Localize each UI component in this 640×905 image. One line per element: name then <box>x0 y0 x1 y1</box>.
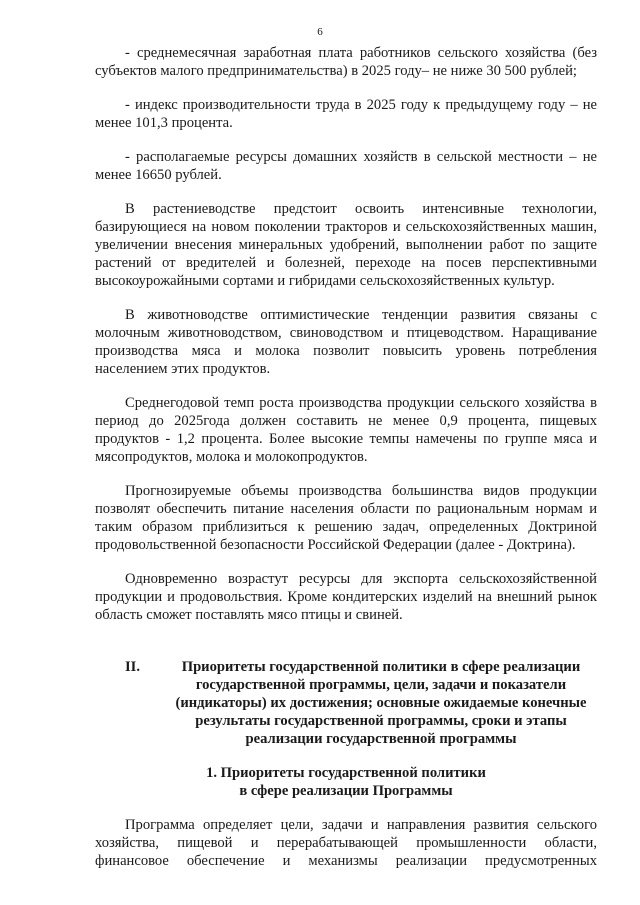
paragraph-productivity: - индекс производительности труда в 2025 году к предыдущему году – не менее 101,3 процента. <box>95 97 597 131</box>
paragraph-export: Одновременно возрастут ресурсы для экспорта сельскохозяйственной продукции и продовольствия. Кроме кондитерских изделий на внешний рынок область сможет поставлять мясо птицы и свиней. <box>95 571 597 623</box>
subsection-title-line-1: 1. Приоритеты государственной политики <box>206 765 486 781</box>
paragraph-growth-rate: Среднегодовой темп роста производства продукции сельского хозяйства в период до 2025года должен составить не менее 0,9 процента, пищевых продуктов - 1,2 процента. Более высокие темпы намечены по группе мяса и мясопродуктов, молока и молокопродуктов. <box>95 395 597 465</box>
section-number: II. <box>125 659 141 675</box>
paragraph-food-security: Прогнозируемые объемы производства большинства видов продукции позволят обеспечить питание населения области по рациональным нормам и таким образом приблизиться к решению задач, определенных Доктриной продовольственной безопасности Российской Федерации (далее - Доктрина). <box>95 483 597 553</box>
page-number: 6 <box>317 26 323 38</box>
subsection-title-line-2: в сфере реализации Программы <box>239 783 453 799</box>
document-body <box>95 44 597 870</box>
section-heading <box>95 658 597 748</box>
paragraph-program-goals: Программа определяет цели, задачи и направления развития сельского хозяйства, пищевой и перерабатывающей промышленности области, финансовое обеспечение и механизмы реализации предусмотренных <box>95 817 597 869</box>
subsection-heading <box>95 764 597 800</box>
paragraph-crop-production: В растениеводстве предстоит освоить интенсивные технологии, базирующиеся на новом поколении тракторов и сельскохозяйственных машин, увеличении внесения минеральных удобрений, выполнении работ по защите растений от вредителей и болезней, переходе на посев перспективными высокоурожайными сортами и гибридами сельскохозяйственных культур. <box>95 201 597 289</box>
paragraph-livestock: В животноводстве оптимистические тенденции развития связаны с молочным животноводством, свиноводством и птицеводством. Наращивание производства мяса и молока позволит повысить уровень потребления населением этих продуктов. <box>95 307 597 377</box>
paragraph-wage: - среднемесячная заработная плата работников сельского хозяйства (без субъектов малого предпринимательства) в 2025 году– не ниже 30 500 рублей; <box>95 45 597 79</box>
section-title: Приоритеты государственной политики в сфере реализации государственной программы, цели, задачи и показатели (индикаторы) их достижения; основные ожидаемые конечные результаты государственной программы, сроки и этапы реализации государственной программы <box>175 659 587 747</box>
paragraph-household-resources: - располагаемые ресурсы домашних хозяйств в сельской местности – не менее 16650 рублей. <box>95 149 597 183</box>
